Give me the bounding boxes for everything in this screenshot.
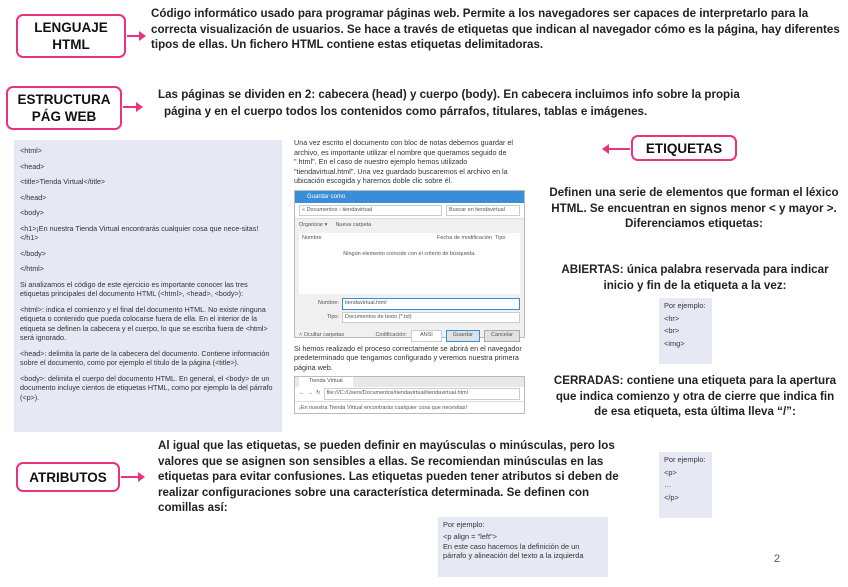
code-explanation-3: <head>: delimita la parte de la cabecera del documento. Contiene información sobre el documento, como por ejemplo el título de la página (<title>). <box>20 348 270 367</box>
organize-button[interactable]: Organizar ▾ <box>299 222 328 228</box>
cerradas-desc: contiene una etiqueta para la apertura que indica comienzo y otra de cierre que indica fin de esa etiqueta, esta última lleva “/”: <box>555 374 837 418</box>
browser-tab[interactable]: Tienda Virtual <box>299 377 353 387</box>
save-button[interactable]: Guardar <box>446 330 480 342</box>
code-explanation-1: Si analizamos el código de este ejercicio es importante conocer las tres etiquetas principales del documento HTML (<html>, <head>, <body>): <box>20 279 248 298</box>
code-line: </html> <box>20 264 44 273</box>
arrow-estructura <box>123 106 137 108</box>
abiertas-text <box>548 262 842 293</box>
col-date[interactable]: Fecha de modificación <box>437 234 493 241</box>
new-folder-button[interactable]: Nueva carpeta <box>335 222 372 228</box>
cerradas-example <box>659 452 712 518</box>
label-estructura-line2: PÁG WEB <box>31 109 97 124</box>
code-explanation-2: <html>: indica el comienzo y el final del documento HTML. No existe ninguna etiqueta o contenido que pueda colocarse fuera de ella. En el interior de la etiqueta se definen la cabecera y el cuerpo, lo que se escriba fuera de <html> será ignorado. <box>20 304 268 342</box>
arrow-atributos <box>121 476 139 478</box>
example-line: Por ejemplo: <box>664 455 706 464</box>
example-line: Por ejemplo: <box>443 520 485 529</box>
browser-window <box>294 376 525 414</box>
label-estructura-line1: ESTRUCTURA <box>17 92 111 107</box>
screenshot-panel <box>288 134 531 426</box>
arrow-lenguaje <box>127 35 140 37</box>
label-lenguaje-line1: LENGUAJE <box>34 20 108 35</box>
example-line: <br> <box>664 326 680 335</box>
atributos-example <box>438 517 608 577</box>
code-line: <head> <box>20 161 45 171</box>
label-estructura <box>6 86 122 130</box>
code-line: </head> <box>20 192 47 202</box>
example-line: En este caso hacemos la definición de un párrafo y alineación del texto a la izquierda <box>443 542 584 560</box>
arrow-etiquetas <box>608 148 630 150</box>
save-dialog-path[interactable]: « Documentos › tiendavirtual <box>299 205 442 217</box>
col-type[interactable]: Tipo <box>495 234 506 241</box>
code-panel <box>14 140 282 432</box>
save-dialog-search[interactable]: Buscar en tiendavirtual <box>446 205 520 217</box>
browser-content: ¡En nuestra Tienda Virtual encontrarás cualquier cosa que necesitas! <box>299 404 468 411</box>
reload-icon[interactable]: ↻ <box>316 390 321 396</box>
atributos-text: Al igual que las etiquetas, se pueden definir en mayúsculas o minúsculas, pero los valores que se asignen son sensibles a ellas. Se recomiendan minúsculas en las etiquetas para evitar confusiones. Las etiquetas pueden tener atributos si deben de realizar configuraciones sobre una característica determinada. Se definen con comillas así: <box>158 439 619 514</box>
lenguaje-text: Código informático usado para programar páginas web. Permite a los navegadores ser capaces de interpretarlo para la correcta visualización de usuarios. Se hace a través de etiquetas que indican al navegador cómo es la página, hay diferentes tipos de ellas. Un fichero HTML contiene estas etiquetas delimitadoras. <box>151 7 840 51</box>
label-etiquetas <box>631 135 737 161</box>
label-atributos <box>16 462 120 492</box>
abiertas-desc: única palabra reservada para indicar inicio y fin de la etiqueta a la vez: <box>603 263 829 292</box>
address-bar[interactable]: file:///C:/Users/Documentos/tiendavirtual/tiendavirtual.html <box>324 388 520 400</box>
example-line: Por ejemplo: <box>664 301 706 310</box>
abiertas-title: ABIERTAS: <box>561 263 624 276</box>
example-line: <p> <box>664 467 677 477</box>
col-name[interactable]: Nombre <box>302 234 322 241</box>
encoding-label: Codificación: <box>375 332 407 338</box>
example-line: … <box>664 480 672 489</box>
save-dialog <box>294 190 525 338</box>
code-line: <h1>¡En nuestra Tienda Virtual encontrarás cualquier cosa que nece-sitas!</h1> <box>20 223 259 242</box>
cerradas-title: CERRADAS: <box>553 374 624 387</box>
hide-folders-button[interactable]: ˄ Ocultar carpetas <box>299 332 345 338</box>
save-dialog-title: Guardar como <box>295 191 524 203</box>
page-number: 2 <box>774 553 781 565</box>
filename-input[interactable]: tiendavirtual.html <box>342 298 520 310</box>
screenshot-top-text: Una vez escrito el documento con bloc de notas debemos guardar el archivo, es importante utilizar el nombre que queramos seguido de ".html". En el caso de nuestro ejemplo hemos utilizado "tiendavirtual.html". Una vez guardado buscaremos el archivo en la ubicación escogida y haremos doble clic sobre él. <box>294 138 513 185</box>
cancel-button[interactable]: Cancelar <box>484 330 520 342</box>
empty-message: Ningún elemento coincide con el criterio de búsqueda. <box>343 251 476 257</box>
screenshot-middle-text: Si hemos realizado el proceso correctamente se abrirá en el navegador predeterminado que tengamos configurado y veremos nuestra primera página web. <box>294 343 522 372</box>
code-line: <body> <box>20 208 44 217</box>
label-lenguaje-line2: HTML <box>52 37 90 52</box>
estructura-text-a: Las páginas se dividen en 2: cabecera (head) y cuerpo (body). En cabecera incluimos info sobre la propia <box>158 88 740 101</box>
example-line: <img> <box>664 338 685 348</box>
cerradas-text <box>548 373 842 420</box>
code-explanation-4: <body>: delimita el cuerpo del documento HTML. En general, el <body> de un documento incluye cientos de etiquetas HTML, como por ejemplo la del párrafo (<p>). <box>20 373 273 402</box>
type-select[interactable]: Documentos de texto (*.txt) <box>342 312 520 324</box>
type-label: Tipo: <box>326 313 339 320</box>
example-line: <hr> <box>664 313 680 323</box>
example-line: </p> <box>664 492 679 502</box>
abiertas-example <box>659 298 712 364</box>
example-line: <p align = "left"> <box>443 531 497 541</box>
encoding-select[interactable]: ANSI <box>411 330 442 342</box>
etiquetas-intro: Definen una serie de elementos que forman el léxico HTML. Se encuentran en signos menor < y mayor >. Diferenciamos etiquetas: <box>549 186 839 230</box>
filename-label: Nombre: <box>317 300 339 306</box>
label-etiquetas-text: ETIQUETAS <box>645 140 723 156</box>
label-atributos-text: ATRIBUTOS <box>29 469 107 485</box>
back-icon[interactable]: ← <box>299 390 305 396</box>
label-lenguaje-html <box>16 14 126 58</box>
code-line: <title>Tienda Virtual</title> <box>20 177 106 186</box>
estructura-text-b: página y en el cuerpo todos los contenidos como párrafos, titulares, tablas e imágenes. <box>164 105 648 118</box>
code-line: </body> <box>20 248 46 258</box>
code-line: <html> <box>20 146 42 155</box>
forward-icon[interactable]: → <box>307 390 313 396</box>
